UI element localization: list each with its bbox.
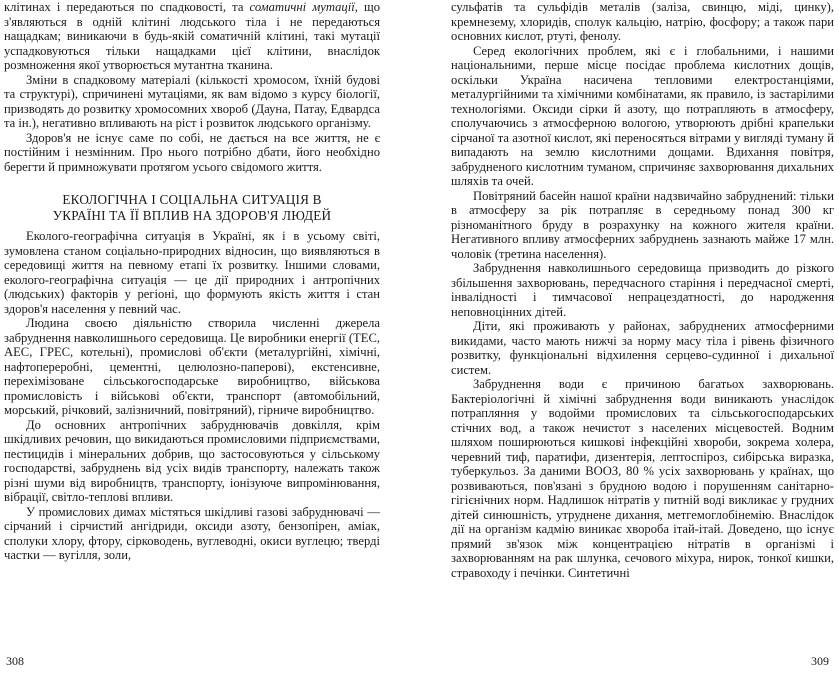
section-heading-line: УКРАЇНІ ТА ЇЇ ВПЛИВ НА ЗДОРОВ'Я ЛЮДЕЙ [52, 207, 332, 223]
paragraph: Еколого-географічна ситуація в Україні, як і в усьому світі, зумовлена станом соціально-природних відносин, що виявляються в середовищі життя на певному етапі їх розвитку. Іншими словами, еколого-географічна ситуація — це дії природних і антропічних (людських) факторів у регіоні, що формують якість життя і стан здоров'я населення у певний час. [4, 229, 380, 316]
paragraph: Забруднення води є причиною багатьох захворювань. Бактеріологічні й хімічні забруднення води виникають унаслідок потрапляння у водойми промислових та сільськогосподарських стічних вод, а також нечистот з населених місцевостей. Водним шляхом поширюються кишкові інфекційні хвороби, зокрема холера, черевний тиф, паратифи, дизентерія, лептоспіроз, сибірська виразка, туберкульоз. За даними ВООЗ, 80 % усіх захворювань у країнах, що розвиваються, пов'язані з брудною водою і порушенням санітарно-гігієнічних норм. Надлишок нітратів у питній воді викликає у грудних дітей синюшність, утруднене дихання, метгемоглобінемію. Внаслідок дії на організм кадмію виникає хвороба ітай-ітай. Доведено, що існує прямий зв'язок між концентрацією нітратів в організмі і захворюванням на рак шлунка, сечового міхура, нирок, тонкої кишки, стравоходу і печінки. Синтетичні [451, 377, 834, 580]
page-number-left: 308 [6, 654, 24, 668]
paragraph: сульфатів та сульфідів металів (заліза, свинцю, міді, цинку), кремнезему, хлоридів, сполук кальцію, натрію, фосфору; а також пари основних кислот, ртуті, фенолу. [451, 0, 834, 43]
left-page [4, 0, 380, 563]
paragraph: Серед екологічних проблем, які є і глобальними, і нашими національними, перше місце посідає проблема кислотних дощів, оскільки Україна насичена тепловими електростанціями, металургійними та хімічними комбінатами, як правило, із застарілими технологіями. Оксиди сірки й азоту, що потрапляють в атмосферу, сполучаючись з атмосферною вологою, утворюють дрібні крапельки сірчаної та азотної кислот, які переносяться вітрами у вигляді туману й випадають на землю кислотними дощами. Вдихання повітря, забрудненого кислотним туманом, спричиняє захворювання дихальних шляхів та очей. [451, 43, 834, 188]
paragraph: У промислових димах містяться шкідливі газові забруднювачі — сірчаний і сірчистий ангідриди, оксиди азоту, бензопірен, аміак, сполуки хлору, фтору, сірководень, вуглеводні, окиси вуглецю; тверді частки — вугілля, золи, [4, 504, 380, 562]
paragraph: Забруднення навколишнього середовища призводить до різкого збільшення захворювань, передчасного старіння і передчасної смерті, інвалідності і тимчасової непрацездатності, до народження неповноцінних дітей. [451, 261, 834, 319]
paragraph: Зміни в спадковому матеріалі (кількості хромосом, їхній будові та структурі), спричинені мутаціями, як вам відомо з курсу біології, призводять до розвитку хромосомних хвороб (Дауна, Патау, Едвардса та ін.), негативно впливають на ріст і розвиток людського організму. [4, 72, 380, 130]
paragraph: Повітряний басейн нашої країни надзвичайно забруднений: тільки в атмосферу за рік потрапляє в середньому понад 300 кг різноманітного бруду в розрахунку на кожного жителя країни. Негативного впливу атмосферних забруднень зазнають майже 17 млн. чоловік (третина населення). [451, 188, 834, 261]
paragraph: Людина своєю діяльністю створила численні джерела забруднення навколишнього середовища. Це виробники енергії (ТЕС, АЕС, ГРЕС, котельні), промислові об'єкти (металургійні, хімічні, нафтопереробні, цементні, целюлозно-паперові), екстенсивне, перехімізоване сільськогосподарське виробництво, військова промисловість і військові об'єкти, транспорт (автомобільний, морський, річковий, залізничний, повітряний), гірниче виробництво. [4, 316, 380, 417]
paragraph: До основних антропічних забруднювачів довкілля, крім шкідливих речовин, що викидаються промисловими підприємствами, пестицидів і мінеральних добрив, що застосовуються у сільському господарстві, забруднень від усіх видів транспорту, належать також різні шуми від виробництв, транспорту, іонізуюче випромінювання, вібрації, світло-теплові впливи. [4, 417, 380, 504]
paragraph: Здоров'я не існує саме по собі, не дається на все життя, не є постійним і незмінним. Про нього потрібно дбати, його необхідно берегти й примножувати протягом усього свідомого життя. [4, 130, 380, 174]
section-heading [4, 192, 380, 223]
paragraph: клітинах і передаються по спадковості, та соматичні мутації, що з'являються в одній клітині людського тіла і не передаються нащадкам; виникаючи в будь-якій соматичній клітині, такі мутації успадковуються тільки нащадками цієї клітини, внаслідок розмноження якої утворюється мутантна тканина. [4, 0, 380, 72]
paragraph: Діти, які проживають у районах, забруднених атмосферними викидами, часто мають нижчі за норму масу тіла і рівень фізичного розвитку, функціональні відхилення серцево-судинної і дихальної систем. [451, 319, 834, 377]
right-page [451, 0, 834, 580]
page-number-right: 309 [811, 654, 829, 668]
section-heading-line: ЕКОЛОГІЧНА І СОЦІАЛЬНА СИТУАЦІЯ В [62, 192, 322, 207]
